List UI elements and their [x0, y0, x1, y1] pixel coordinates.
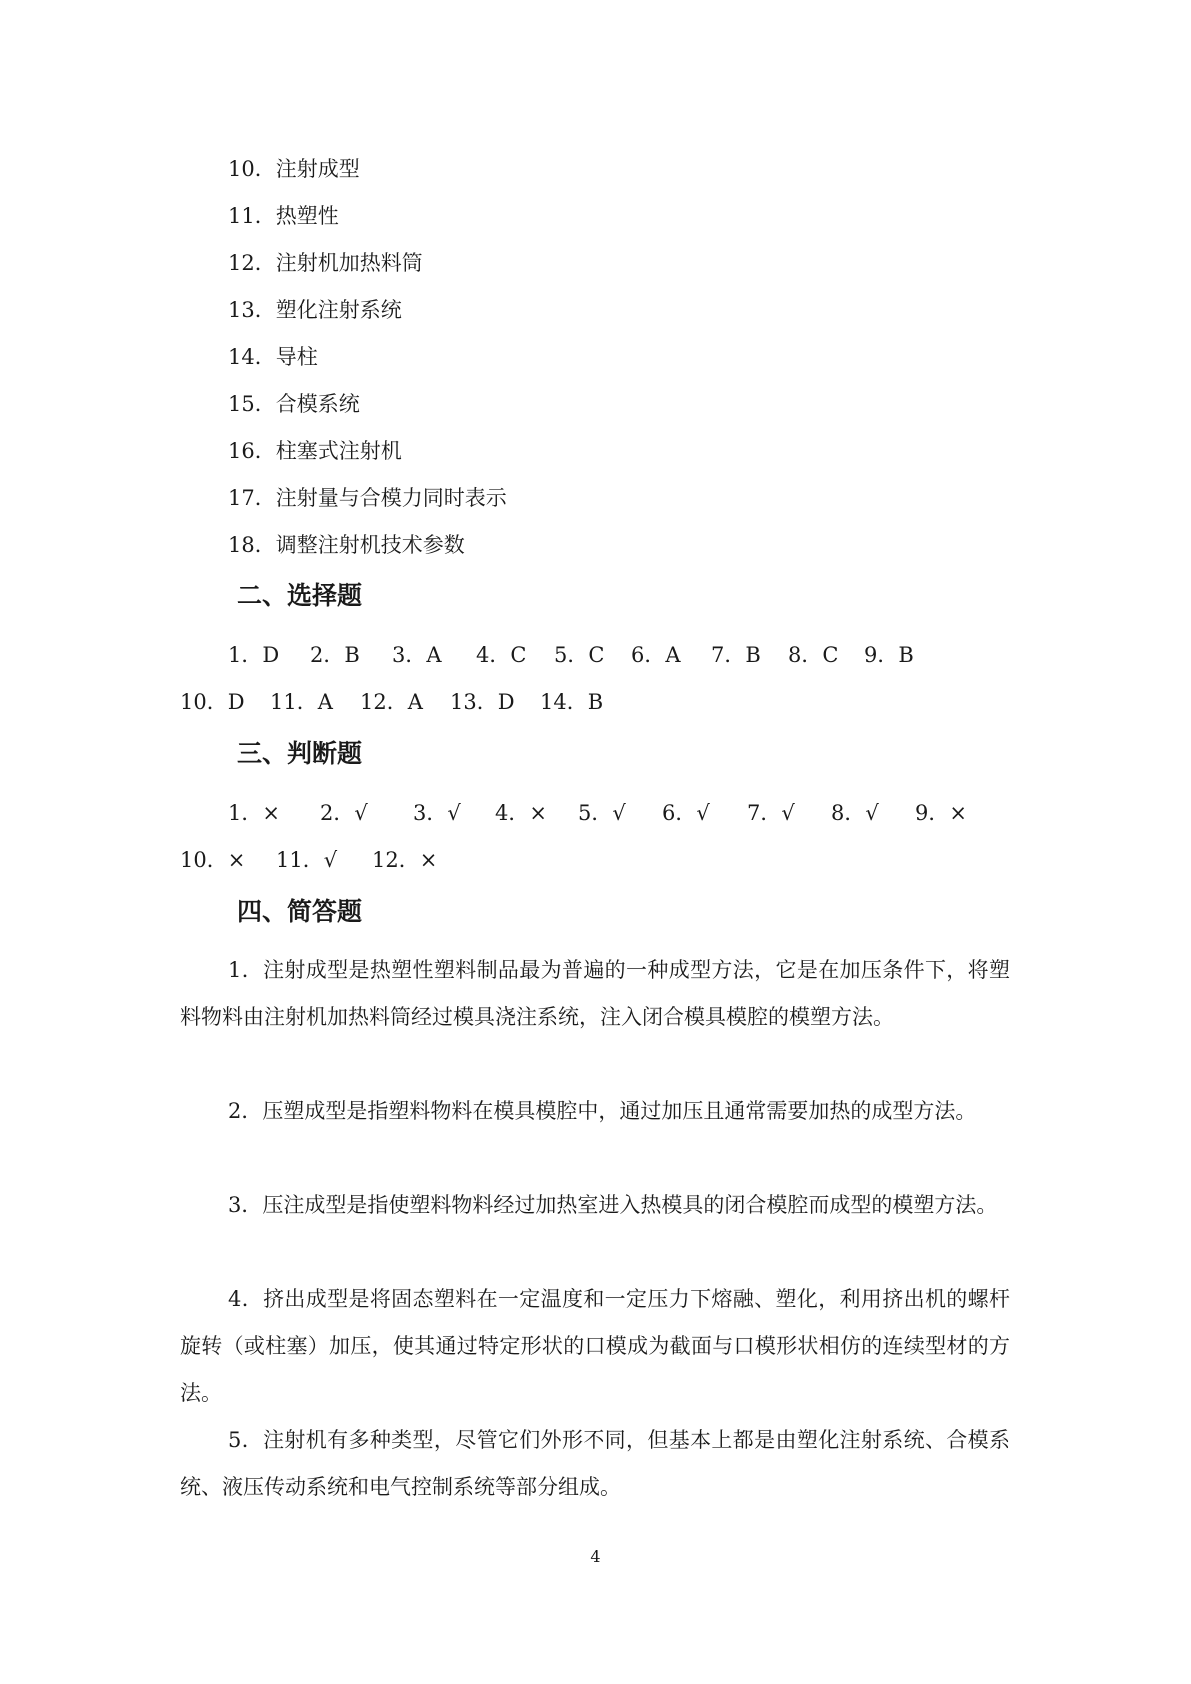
- answer-cell: 11．√: [276, 848, 338, 872]
- term-item: 17．注射量与合模力同时表示: [228, 486, 507, 510]
- answer-row: [180, 679, 1010, 726]
- answer-cell: 3．√: [413, 801, 461, 825]
- answer-cell: 8．C: [788, 643, 839, 667]
- answer-cell: 7．B: [711, 643, 761, 667]
- answer-cell: 1．×: [228, 801, 280, 825]
- answer-cell: 14．B: [540, 690, 604, 714]
- term-item: 11．热塑性: [228, 204, 339, 228]
- answer-cell: 8．√: [831, 801, 879, 825]
- answer-paragraph: 4．挤出成型是将固态塑料在一定温度和一定压力下熔融、塑化，利用挤出机的螺杆旋转（或柱塞）加压，使其通过特定形状的口模成为截面与口模形状相仿的连续型材的方法。: [180, 1287, 1010, 1405]
- answer-cell: 5．√: [578, 801, 626, 825]
- answer-cell: 10．×: [180, 848, 246, 872]
- section-heading-short-answer: 四、简答题: [237, 897, 363, 926]
- answer-cell: 4．×: [495, 801, 547, 825]
- term-item: 15．合模系统: [228, 392, 360, 416]
- answer-cell: 2．B: [310, 643, 360, 667]
- answer-paragraph: 1．注射成型是热塑性塑料制品最为普遍的一种成型方法，它是在加压条件下，将塑料物料由注射机加热料筒经过模具浇注系统，注入闭合模具模腔的模塑方法。: [180, 958, 1010, 1029]
- answer-row: [180, 632, 1010, 679]
- term-item: 13．塑化注射系统: [228, 298, 402, 322]
- answer-cell: 9．×: [915, 801, 967, 825]
- answer-cell: 6．√: [662, 801, 710, 825]
- page-number: 4: [590, 1547, 601, 1566]
- answer-cell: 2．√: [320, 801, 368, 825]
- answer-row: [180, 790, 1010, 837]
- answer-cell: 13．D: [450, 690, 515, 714]
- answer-cell: 7．√: [747, 801, 795, 825]
- term-item: 12．注射机加热料筒: [228, 251, 423, 275]
- section-heading-judgement: 三、判断题: [237, 739, 363, 768]
- section-heading-choice: 二、选择题: [237, 581, 363, 610]
- answer-cell: 1．D: [228, 643, 280, 667]
- answer-cell: 12．A: [360, 690, 423, 714]
- answer-cell: 9．B: [864, 643, 914, 667]
- answer-cell: 3．A: [392, 643, 442, 667]
- answer-cell: 12．×: [372, 848, 438, 872]
- choice-answers: [180, 632, 1010, 726]
- term-item: 16．柱塞式注射机: [228, 439, 402, 463]
- answer-row: [180, 837, 1010, 884]
- answer-cell: 5．C: [554, 643, 605, 667]
- judgement-answers: [180, 790, 1010, 884]
- answer-paragraph: 5．注射机有多种类型，尽管它们外形不同，但基本上都是由塑化注射系统、合模系统、液压传动系统和电气控制系统等部分组成。: [180, 1428, 1010, 1499]
- answer-cell: 6．A: [631, 643, 681, 667]
- term-item: 18．调整注射机技术参数: [228, 533, 465, 557]
- term-item: 14．导柱: [228, 345, 318, 369]
- answer-cell: 11．A: [270, 690, 333, 714]
- answer-paragraph: 2．压塑成型是指塑料物料在模具模腔中，通过加压且通常需要加热的成型方法。: [228, 1099, 977, 1123]
- answer-cell: 4．C: [476, 643, 527, 667]
- answer-paragraph: 3．压注成型是指使塑料物料经过加热室进入热模具的闭合模腔而成型的模塑方法。: [228, 1193, 998, 1217]
- answer-cell: 10．D: [180, 690, 245, 714]
- term-item: 10．注射成型: [228, 157, 360, 181]
